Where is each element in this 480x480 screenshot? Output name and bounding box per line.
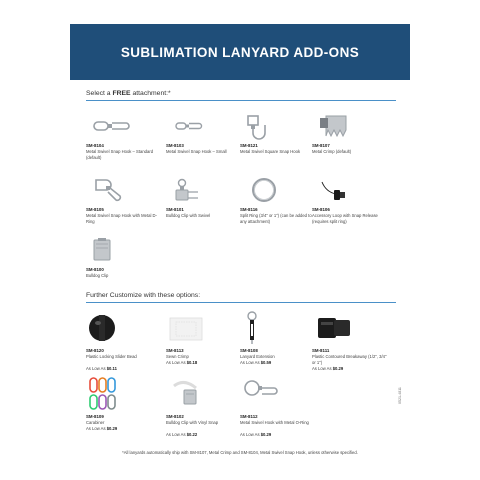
section-divider [86,100,396,101]
item-price [86,366,117,371]
item-code: SM-8103 [166,143,184,148]
item-code: SM-8120 [86,348,104,353]
item-code: SM-8113 [166,348,184,353]
item-description: Metal Crimp (default) [312,149,352,154]
item-description: Bulldog Clip with Swivel [166,213,211,218]
item-code: SM-8111 [312,348,330,353]
item-description: Metal Swivel Snap Hook with Metal D-Ring [86,213,157,224]
swivel-snap-hook-icon [86,112,156,140]
split-ring-icon [240,176,310,204]
item-description: Metal Swivel Snap Hook – Small [166,149,227,154]
section-divider [86,302,396,303]
item-description: Accessory Loop with Snap Release (requires split ring) [312,213,378,224]
slider-bead-icon [86,310,156,346]
item-code: SM-8116 [240,207,258,212]
customize-heading: Further Customize with these options: [86,292,201,299]
item-code: SM-8105 [86,207,104,212]
item-description: Lanyard Extension [240,354,275,359]
price-prefix: As Low As [166,432,187,437]
item-code: SM-8121 [240,143,258,148]
item-price [240,432,271,437]
page-title: SUBLIMATION LANYARD ADD-ONS [120,44,360,60]
price-prefix: As Low As [86,366,107,371]
price-prefix: As Low As [166,360,187,365]
item-description: Metal Swivel Hook with Metal O-Ring [240,420,309,425]
item-description: Sewn Crimp [166,354,189,359]
item-price [166,360,197,365]
carabiner-icon [86,376,156,412]
item-code: SM-8109 [86,414,104,419]
heading-suffix: attachment:* [130,90,171,97]
item-price [86,426,117,431]
price-value: $0.29 [106,426,118,431]
square-snap-hook-icon [240,112,310,140]
header-banner [70,24,410,80]
item-description: Carabiner [86,420,105,425]
price-value: $0.22 [186,432,198,437]
o-ring-hook-icon [240,376,310,412]
bulldog-clip-icon [86,236,156,264]
item-description: Metal Swivel Snap Hook – Standard (default) [86,149,154,160]
item-code: SM-8101 [166,207,184,212]
free-attachment-heading [86,90,171,97]
footnote: *All lanyards automatically ship with SM-8107, Metal Crimp and SM-8104, Metal Swivel Snap Hook, unless otherwise specified. [122,450,358,455]
breakaway-icon [312,310,382,346]
heading-prefix: Select a [86,90,113,97]
catalog-page [70,24,410,464]
item-code: SM-8108 [240,348,258,353]
item-code: SM-8104 [86,143,104,148]
accessory-loop-icon [312,176,382,204]
item-description: Metal Swivel Square Snap Hook [240,149,301,154]
item-description: Bulldog Clip with Vinyl Snap [166,420,219,425]
item-code: SM-8112 [240,414,258,419]
small-snap-hook-icon [166,112,236,140]
item-description: Split Ring (3/4" or 1") (can be added to any attachment) [240,213,312,224]
metal-crimp-icon [312,112,382,140]
item-price [312,366,343,371]
lanyard-extension-icon [240,310,310,346]
vinyl-snap-clip-icon [166,376,236,412]
item-code: SM-8107 [312,143,330,148]
price-value: $0.59 [260,360,272,365]
sewn-crimp-icon [166,310,236,346]
item-description: Plastic Contoured Breakaway (1/2", 3/4" or 1") [312,354,387,365]
price-prefix: As Low As [86,426,107,431]
bulldog-swivel-clip-icon [166,176,236,204]
item-price [240,360,271,365]
item-code: SM-8106 [312,207,330,212]
price-prefix: As Low As [240,432,261,437]
item-code: SM-8100 [86,267,104,272]
price-prefix: As Low As [312,366,333,371]
price-prefix: As Low As [240,360,261,365]
price-value: $0.18 [186,360,198,365]
item-description: Plastic Locking Slider Bead [86,354,137,359]
item-code: SM-8102 [166,414,184,419]
price-value: $0.29 [260,432,272,437]
item-description: Bulldog Clip [86,273,109,278]
heading-bold: FREE [112,90,131,97]
price-value: $0.11 [106,366,117,371]
price-value: $0.29 [332,366,344,371]
d-ring-hook-icon [86,176,156,204]
document-code: 0521-4811 [398,387,402,404]
item-price [166,432,197,437]
